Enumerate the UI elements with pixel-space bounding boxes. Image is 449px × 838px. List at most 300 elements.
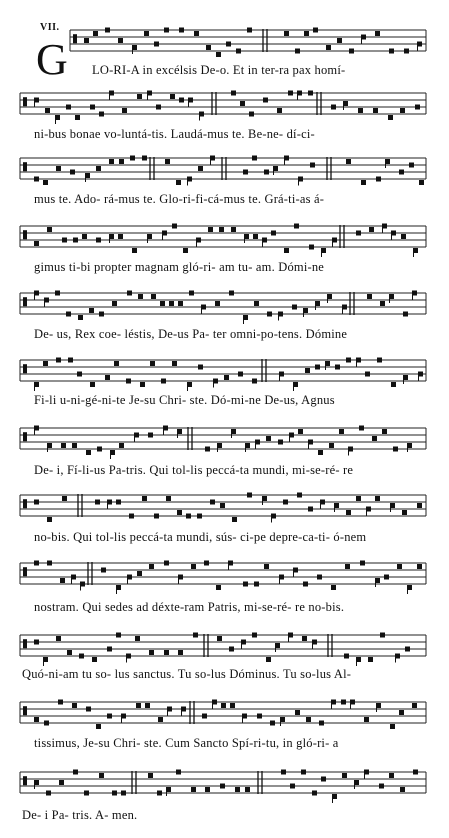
neume-note: [393, 447, 398, 452]
neume-note: [99, 773, 104, 778]
neume-note: [399, 710, 404, 715]
neume-note: [401, 234, 406, 239]
neume-note: [191, 564, 196, 569]
neume-note: [388, 115, 393, 120]
neume-note: [224, 375, 229, 380]
neume-note: [140, 382, 145, 387]
neume-note: [67, 650, 72, 655]
staff-6: [0, 354, 449, 394]
neume-note: [46, 791, 51, 796]
neume-note: [92, 657, 97, 662]
neume-note: [198, 365, 203, 370]
neume-note: [109, 159, 114, 164]
neume-note: [58, 700, 63, 705]
neume-note: [44, 721, 49, 726]
neume-note: [419, 180, 424, 185]
neume-note: [361, 180, 366, 185]
neume-note: [161, 379, 166, 384]
neume-note: [204, 561, 209, 566]
lyric-line-3: mus te. Ado- rá-mus te. Glo-ri-fi-cá-mus te. Grá-ti-as á-: [34, 192, 325, 206]
neume-note: [252, 156, 257, 161]
neume-note: [339, 429, 344, 434]
neume-note: [377, 358, 382, 363]
neume-note: [412, 703, 417, 708]
neume-note: [369, 227, 374, 232]
neume-note: [119, 159, 124, 164]
neume-note: [93, 31, 98, 36]
neume-note: [47, 227, 52, 232]
neume-note: [404, 49, 409, 54]
neume-note: [415, 105, 420, 110]
neume-note: [301, 770, 306, 775]
neume-note: [254, 301, 259, 306]
lyric-line-9: nostram. Qui sedes ad déxte-ram Patris, mi-se-ré- re no-bis.: [34, 600, 345, 614]
clef-mark: [73, 34, 77, 43]
neume-note: [391, 382, 396, 387]
neume-note: [413, 770, 418, 775]
neume-note: [129, 514, 134, 519]
neume-note: [264, 564, 269, 569]
neume-note: [283, 500, 288, 505]
neume-note: [397, 564, 402, 569]
neume-note: [346, 358, 351, 363]
neume-note: [72, 703, 77, 708]
lyric-line-11: tissimus, Je-su Chri- ste. Cum Sancto Spí-ri-tu, in gló-ri- a: [34, 736, 339, 750]
neume-note: [164, 561, 169, 566]
neume-note: [151, 294, 156, 299]
neume-note: [164, 28, 169, 33]
neume-note: [252, 633, 257, 638]
neume-note: [86, 450, 91, 455]
neume-note: [176, 770, 181, 775]
clef-mark: [23, 230, 27, 239]
neume-note: [365, 372, 370, 377]
neume-note: [86, 707, 91, 712]
neume-note: [400, 108, 405, 113]
neume-note: [205, 787, 210, 792]
neume-note: [55, 291, 60, 296]
neume-note: [253, 234, 258, 239]
neume-note: [121, 791, 126, 796]
clef-mark: [23, 499, 27, 508]
neume-note: [360, 561, 365, 566]
neume-note: [149, 650, 154, 655]
neume-note: [346, 159, 351, 164]
neume-note: [278, 440, 283, 445]
neume-note: [266, 436, 271, 441]
neume-note: [249, 112, 254, 117]
neume-note: [156, 105, 161, 110]
neume-note: [290, 784, 295, 789]
neume-note: [34, 717, 39, 722]
neume-note: [337, 38, 342, 43]
neume-note: [157, 791, 162, 796]
neume-note: [73, 770, 78, 775]
lyric-line-5: De- us, Rex coe- léstis, De-us Pa- ter omni-po-tens. Dómine: [34, 327, 348, 341]
neume-note: [375, 31, 380, 36]
neume-note: [344, 654, 349, 659]
neume-note: [135, 636, 140, 641]
neume-note: [205, 447, 210, 452]
neume-note: [56, 358, 61, 363]
lyric-line-8: no-bis. Qui tol-lis peccá-ta mundi, sús- ci-pe depre-ca-ti- ó-nem: [34, 530, 367, 544]
neume-note: [313, 28, 318, 33]
neume-note: [136, 703, 141, 708]
neume-note: [257, 714, 262, 719]
neume-note: [235, 787, 240, 792]
neume-note: [210, 500, 215, 505]
clef-mark: [23, 567, 27, 576]
clef-mark: [23, 297, 27, 306]
neume-note: [231, 227, 236, 232]
neume-note: [329, 443, 334, 448]
neume-note: [197, 514, 202, 519]
neume-note: [217, 636, 222, 641]
staff-3: [0, 152, 449, 192]
neume-note: [96, 166, 101, 171]
lyric-line-4: gimus ti-bi propter magnam gló-ri- am tu- am. Dómi-ne: [34, 260, 325, 274]
neume-note: [75, 115, 80, 120]
neume-note: [303, 582, 308, 587]
neume-note: [236, 49, 241, 54]
neume-note: [308, 91, 313, 96]
neume-note: [229, 291, 234, 296]
neume-note: [60, 578, 65, 583]
neume-note: [73, 238, 78, 243]
neume-note: [220, 503, 225, 508]
neume-note: [170, 94, 175, 99]
neume-note: [142, 496, 147, 501]
neume-note: [403, 312, 408, 317]
neume-note: [281, 770, 286, 775]
neume-note: [346, 510, 351, 515]
neume-note: [56, 166, 61, 171]
neume-note: [284, 31, 289, 36]
neume-note: [254, 582, 259, 587]
neume-note: [96, 238, 101, 243]
neume-note: [43, 361, 48, 366]
neume-note: [270, 721, 275, 726]
neume-note: [78, 315, 83, 320]
neume-note: [176, 180, 181, 185]
neume-note: [367, 294, 372, 299]
neume-note: [216, 585, 221, 590]
lyric-line-7: De- i, Fí-li-us Pa-tris. Qui tol-lis peccá-ta mundi, mi-se-ré- re: [34, 463, 354, 477]
neume-note: [193, 633, 198, 638]
neume-note: [43, 180, 48, 185]
neume-note: [112, 301, 117, 306]
neume-note: [331, 585, 336, 590]
neume-note: [112, 791, 117, 796]
neume-note: [126, 379, 131, 384]
neume-note: [243, 582, 248, 587]
neume-note: [90, 382, 95, 387]
neume-note: [243, 170, 248, 175]
neume-note: [202, 714, 207, 719]
neume-note: [105, 28, 110, 33]
neume-note: [122, 108, 127, 113]
lyric-line-1: LO-RI-A in excélsis De-o. Et in ter-ra pax homí-: [92, 63, 346, 77]
neume-note: [321, 777, 326, 782]
neume-note: [145, 703, 150, 708]
neume-note: [384, 575, 389, 580]
neume-note: [34, 177, 39, 182]
neume-note: [295, 710, 300, 715]
neume-note: [127, 291, 132, 296]
neume-note: [114, 361, 119, 366]
neume-note: [326, 45, 331, 50]
neume-note: [90, 105, 95, 110]
neume-note: [399, 170, 404, 175]
neume-note: [189, 291, 194, 296]
lyric-line-6: Fi-li u-ni-gé-ni-te Je-su Chri- ste. Dó-mi-ne De-us, Agnus: [34, 393, 335, 407]
neume-note: [373, 108, 378, 113]
neume-note: [379, 784, 384, 789]
neume-note: [137, 571, 142, 576]
staff-12: [0, 766, 449, 806]
neume-note: [226, 42, 231, 47]
neume-note: [389, 773, 394, 778]
neume-note: [137, 94, 142, 99]
neume-note: [62, 496, 67, 501]
neume-note: [149, 564, 154, 569]
neume-note: [230, 703, 235, 708]
neume-note: [66, 312, 71, 317]
neume-note: [400, 787, 405, 792]
neume-note: [345, 564, 350, 569]
neume-note: [380, 301, 385, 306]
neume-note: [158, 717, 163, 722]
clef-mark: [23, 364, 27, 373]
neume-note: [294, 224, 299, 229]
neume-note: [61, 443, 66, 448]
neume-note: [101, 568, 106, 573]
mode-label: VII.: [40, 22, 60, 33]
neume-note: [172, 224, 177, 229]
neume-note: [238, 372, 243, 377]
neume-note: [208, 227, 213, 232]
neume-note: [264, 170, 269, 175]
neume-note: [66, 105, 71, 110]
neume-note: [138, 294, 143, 299]
neume-note: [99, 312, 104, 317]
neume-note: [356, 231, 361, 236]
neume-note: [319, 721, 324, 726]
neume-note: [402, 510, 407, 515]
neume-note: [304, 31, 309, 36]
neume-note: [105, 375, 110, 380]
neume-note: [247, 493, 252, 498]
neume-note: [45, 108, 50, 113]
neume-note: [96, 724, 101, 729]
neume-note: [318, 450, 323, 455]
neume-note: [376, 177, 381, 182]
neume-note: [169, 301, 174, 306]
neume-note: [154, 514, 159, 519]
neume-note: [34, 561, 39, 566]
neume-note: [177, 510, 182, 515]
staff-1: [0, 24, 449, 64]
clef-mark: [23, 706, 27, 715]
neume-note: [382, 429, 387, 434]
neume-note: [417, 564, 422, 569]
staff-8: [0, 489, 449, 529]
neume-note: [277, 108, 282, 113]
neume-note: [349, 49, 354, 54]
neume-note: [231, 91, 236, 96]
neume-note: [390, 724, 395, 729]
neume-note: [297, 493, 302, 498]
neume-note: [310, 163, 315, 168]
neume-note: [315, 365, 320, 370]
neume-note: [79, 654, 84, 659]
neume-note: [183, 248, 188, 253]
neume-note: [216, 52, 221, 57]
neume-note: [298, 429, 303, 434]
neume-note: [263, 98, 268, 103]
neume-note: [389, 49, 394, 54]
neume-note: [308, 507, 313, 512]
neume-note: [331, 105, 336, 110]
neume-note: [409, 163, 414, 168]
neume-note: [292, 305, 297, 310]
staff-2: [0, 87, 449, 127]
staff-11: [0, 696, 449, 736]
clef-mark: [23, 97, 27, 106]
clef-mark: [23, 432, 27, 441]
staff-10: [0, 629, 449, 669]
neume-note: [107, 714, 112, 719]
neume-note: [172, 361, 177, 366]
neume-note: [148, 773, 153, 778]
neume-note: [284, 248, 289, 253]
neume-note: [99, 112, 104, 117]
neume-note: [97, 447, 102, 452]
neume-note: [302, 636, 307, 641]
neume-note: [34, 500, 39, 505]
neume-note: [240, 101, 245, 106]
neume-note: [62, 238, 67, 243]
neume-note: [219, 227, 224, 232]
neume-note: [375, 496, 380, 501]
neume-note: [116, 633, 121, 638]
neume-note: [95, 500, 100, 505]
lyric-line-2: ni-bus bonae vo-luntá-tis. Laudá-mus te. Be-ne- dí-ci-: [34, 127, 315, 141]
neume-note: [164, 650, 169, 655]
neume-note: [194, 31, 199, 36]
neume-note: [47, 517, 52, 522]
neume-note: [405, 647, 410, 652]
neume-note: [116, 500, 121, 505]
neume-note: [356, 496, 361, 501]
clef-mark: [23, 639, 27, 648]
neume-note: [271, 231, 276, 236]
neume-note: [107, 647, 112, 652]
staff-7: [0, 422, 449, 462]
neume-note: [82, 234, 87, 239]
neume-note: [380, 633, 385, 638]
neume-note: [118, 38, 123, 43]
neume-note: [312, 791, 317, 796]
neume-note: [229, 647, 234, 652]
neume-note: [342, 773, 347, 778]
neume-note: [132, 248, 137, 253]
neume-note: [165, 159, 170, 164]
neume-note: [309, 245, 314, 250]
lyric-line-12: De- i Pa- tris. A- men.: [22, 808, 138, 822]
neume-note: [267, 312, 272, 317]
neume-note: [215, 301, 220, 306]
neume-note: [220, 784, 225, 789]
neume-note: [142, 156, 147, 161]
neume-note: [160, 301, 165, 306]
neume-note: [166, 496, 171, 501]
neume-note: [206, 45, 211, 50]
neume-note: [266, 657, 271, 662]
neume-note: [84, 38, 89, 43]
neume-note: [317, 575, 322, 580]
neume-note: [306, 717, 311, 722]
initial-letter: G: [36, 35, 68, 84]
neume-note: [368, 657, 373, 662]
neume-note: [245, 787, 250, 792]
neume-note: [77, 372, 82, 377]
neume-note: [359, 426, 364, 431]
neume-note: [179, 28, 184, 33]
neume-note: [72, 443, 77, 448]
neume-note: [89, 308, 94, 313]
neume-note: [34, 640, 39, 645]
lyric-line-10: Quó-ni-am tu so- lus sanctus. Tu so-lus Dóminus. Tu so-lus Al-: [22, 667, 352, 681]
neume-note: [364, 717, 369, 722]
neume-note: [56, 636, 61, 641]
neume-note: [295, 49, 300, 54]
neume-note: [305, 368, 310, 373]
neume-note: [335, 365, 340, 370]
neume-note: [70, 170, 75, 175]
staff-9: [0, 557, 449, 597]
neume-note: [119, 443, 124, 448]
neume-note: [130, 156, 135, 161]
neume-note: [247, 28, 252, 33]
clef-mark: [23, 776, 27, 785]
clef-mark: [23, 162, 27, 171]
staff-4: [0, 220, 449, 260]
neume-note: [47, 561, 52, 566]
neume-note: [84, 791, 89, 796]
neume-note: [232, 517, 237, 522]
neume-note: [144, 31, 149, 36]
neume-note: [34, 241, 39, 246]
neume-note: [150, 361, 155, 366]
neume-note: [154, 42, 159, 47]
neume-note: [417, 503, 422, 508]
neume-note: [198, 166, 203, 171]
neume-note: [252, 379, 257, 384]
neume-note: [372, 436, 377, 441]
neume-note: [118, 234, 123, 239]
neume-note: [358, 108, 363, 113]
neume-note: [148, 433, 153, 438]
neume-note: [221, 703, 226, 708]
neume-note: [59, 780, 64, 785]
neume-note: [288, 91, 293, 96]
neume-note: [191, 787, 196, 792]
staff-5: [0, 287, 449, 327]
neume-note: [68, 358, 73, 363]
neume-note: [341, 700, 346, 705]
neume-note: [178, 301, 183, 306]
